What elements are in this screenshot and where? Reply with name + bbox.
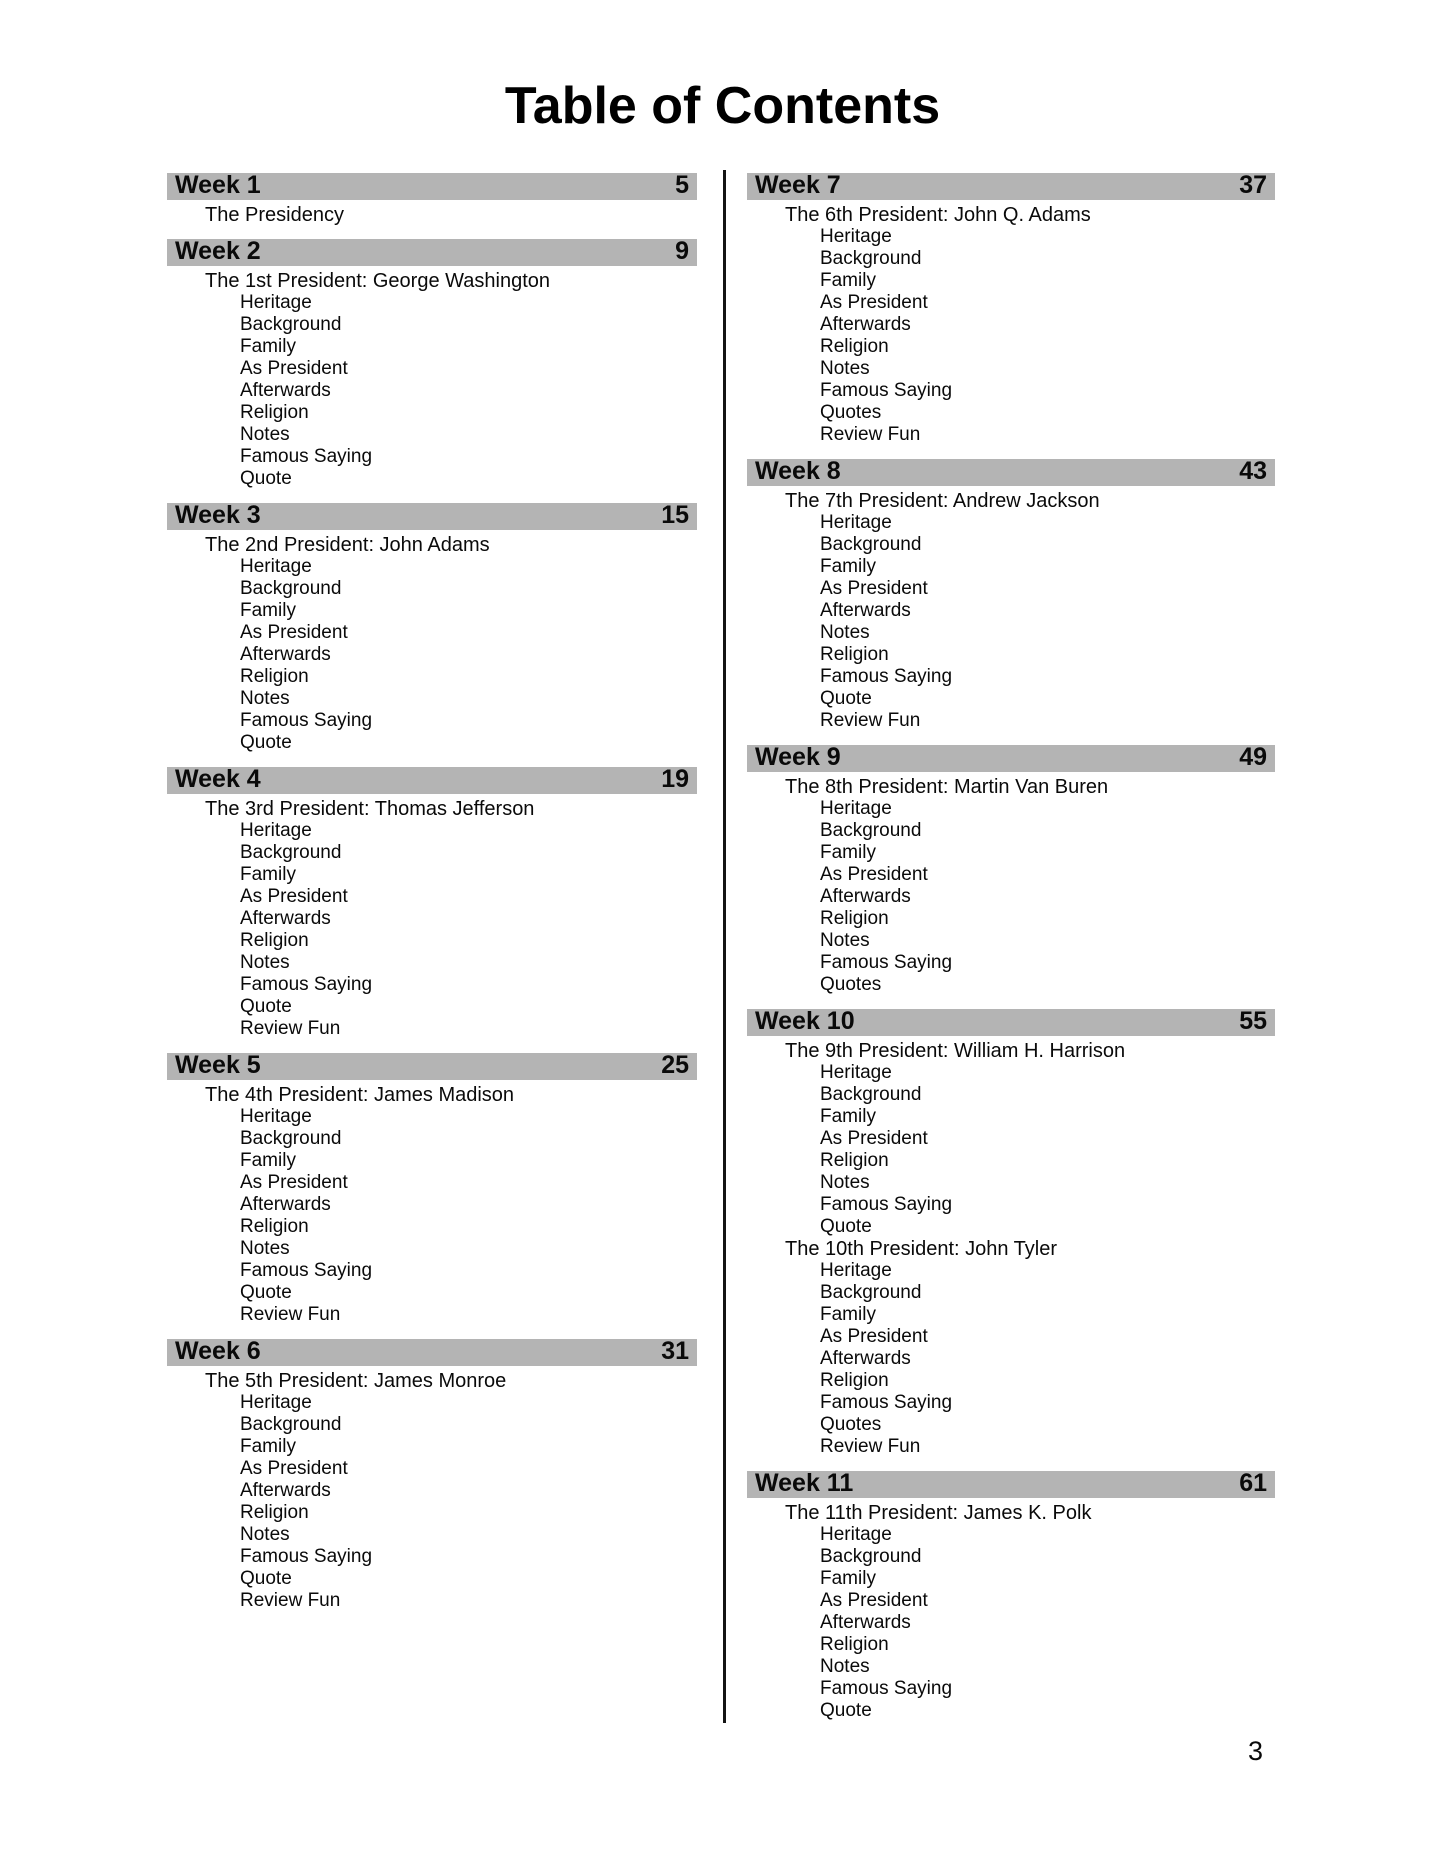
- toc-sub-item: Quotes: [820, 974, 882, 995]
- week-section: [747, 459, 1275, 732]
- toc-sub-item: Religion: [820, 1370, 889, 1391]
- week-section: [747, 173, 1275, 446]
- toc-sub-item: Famous Saying: [240, 1260, 373, 1281]
- toc-sub-item: Famous Saying: [240, 710, 373, 731]
- toc-sub-item: Review Fun: [240, 1590, 341, 1611]
- toc-sub-item: Background: [820, 1546, 922, 1567]
- toc-sub-item: Notes: [820, 930, 870, 951]
- toc-entry-title: The 9th President: William H. Harrison: [785, 1040, 1126, 1062]
- toc-sub-item: Heritage: [240, 1392, 312, 1413]
- toc-sub-item: Afterwards: [240, 644, 331, 665]
- toc-sub-item: Famous Saying: [820, 1392, 953, 1413]
- toc-sub-item: Afterwards: [240, 380, 331, 401]
- toc-sub-item: Religion: [820, 644, 889, 665]
- toc-entry-title: The 7th President: Andrew Jackson: [785, 490, 1100, 512]
- toc-column-left: [167, 173, 697, 1612]
- week-label: Week 8: [755, 457, 841, 485]
- toc-sub-item: Background: [240, 1128, 342, 1149]
- toc-entry-title: The 10th President: John Tyler: [785, 1238, 1058, 1260]
- week-header-bar: [167, 173, 697, 200]
- toc-sub-item: Review Fun: [820, 710, 921, 731]
- toc-sub-item: Religion: [240, 402, 309, 423]
- toc-sub-item: Family: [240, 336, 296, 357]
- toc-sub-item: Notes: [820, 358, 870, 379]
- week-section: [167, 1053, 697, 1326]
- week-section: [167, 767, 697, 1040]
- toc-sub-item: Family: [820, 842, 876, 863]
- week-header-bar: [167, 239, 697, 266]
- week-header-bar: [747, 173, 1275, 200]
- toc-sub-item: Notes: [240, 424, 290, 445]
- toc-sub-item: Religion: [240, 1502, 309, 1523]
- week-page-number: 49: [1239, 743, 1267, 771]
- toc-sub-item: Famous Saying: [240, 1546, 373, 1567]
- toc-sub-item: Background: [240, 314, 342, 335]
- toc-sub-item: Quotes: [820, 402, 882, 423]
- toc-sub-item: Afterwards: [820, 1348, 911, 1369]
- toc-sub-item: Religion: [820, 336, 889, 357]
- toc-sub-item: As President: [240, 886, 348, 907]
- toc-sub-item: As President: [820, 1326, 928, 1347]
- toc-sub-item: Notes: [820, 1172, 870, 1193]
- week-page-number: 15: [661, 501, 689, 529]
- week-header-bar: [747, 459, 1275, 486]
- toc-entry-title: The 4th President: James Madison: [205, 1084, 515, 1106]
- toc-sub-item: Heritage: [820, 1524, 892, 1545]
- toc-sub-item: Afterwards: [820, 886, 911, 907]
- week-label: Week 2: [175, 237, 261, 265]
- toc-sub-item: Family: [820, 1304, 876, 1325]
- toc-sub-item: Background: [820, 1282, 922, 1303]
- week-header-bar: [747, 1009, 1275, 1036]
- toc-sub-item: As President: [240, 1458, 348, 1479]
- toc-sub-item: Family: [240, 1436, 296, 1457]
- week-header-bar: [747, 1471, 1275, 1498]
- week-label: Week 6: [175, 1337, 261, 1365]
- toc-sub-item: Afterwards: [820, 314, 911, 335]
- toc-sub-item: Religion: [820, 1634, 889, 1655]
- toc-sub-item: Heritage: [820, 1062, 892, 1083]
- toc-sub-item: Quote: [240, 996, 292, 1017]
- toc-sub-item: Heritage: [820, 798, 892, 819]
- toc-sub-item: Heritage: [820, 512, 892, 533]
- week-section: [747, 745, 1275, 996]
- week-page-number: 31: [661, 1337, 689, 1365]
- toc-sub-item: Famous Saying: [820, 380, 953, 401]
- toc-sub-item: Heritage: [240, 1106, 312, 1127]
- week-label: Week 10: [755, 1007, 855, 1035]
- week-page-number: 55: [1239, 1007, 1267, 1035]
- toc-sub-item: Heritage: [240, 556, 312, 577]
- toc-sub-item: Family: [820, 270, 876, 291]
- toc-sub-item: As President: [240, 1172, 348, 1193]
- toc-sub-item: Background: [240, 842, 342, 863]
- toc-entry-title: The Presidency: [205, 204, 344, 226]
- toc-sub-item: Notes: [240, 688, 290, 709]
- toc-sub-item: Afterwards: [240, 908, 331, 929]
- toc-sub-item: Notes: [240, 1238, 290, 1259]
- week-label: Week 7: [755, 171, 841, 199]
- week-header-bar: [167, 503, 697, 530]
- toc-sub-item: Notes: [820, 622, 870, 643]
- toc-sub-item: As President: [820, 292, 928, 313]
- toc-sub-item: Background: [240, 578, 342, 599]
- toc-sub-item: As President: [240, 622, 348, 643]
- toc-sub-item: Religion: [240, 930, 309, 951]
- toc-entry-title: The 2nd President: John Adams: [205, 534, 490, 556]
- toc-sub-item: Afterwards: [240, 1480, 331, 1501]
- toc-sub-item: Background: [820, 1084, 922, 1105]
- week-page-number: 5: [675, 171, 689, 199]
- toc-sub-item: Religion: [820, 908, 889, 929]
- toc-sub-item: Famous Saying: [820, 952, 953, 973]
- week-header-bar: [747, 745, 1275, 772]
- toc-entry-title: The 11th President: James K. Polk: [785, 1502, 1092, 1524]
- toc-sub-item: As President: [820, 1128, 928, 1149]
- toc-sub-item: Afterwards: [820, 1612, 911, 1633]
- week-label: Week 3: [175, 501, 261, 529]
- toc-sub-item: Famous Saying: [820, 666, 953, 687]
- toc-sub-item: Quote: [240, 468, 292, 489]
- toc-sub-item: Quote: [820, 688, 872, 709]
- toc-entry-title: The 6th President: John Q. Adams: [785, 204, 1091, 226]
- toc-sub-item: Notes: [820, 1656, 870, 1677]
- page-number: 3: [1248, 1736, 1264, 1766]
- toc-sub-item: Quote: [820, 1216, 872, 1237]
- toc-sub-item: Review Fun: [240, 1304, 341, 1325]
- toc-sub-item: Heritage: [240, 820, 312, 841]
- week-page-number: 61: [1239, 1469, 1267, 1497]
- toc-sub-item: Religion: [240, 1216, 309, 1237]
- toc-sub-item: Background: [820, 248, 922, 269]
- toc-sub-item: Background: [240, 1414, 342, 1435]
- toc-sub-item: Family: [820, 1106, 876, 1127]
- toc-sub-item: As President: [820, 1590, 928, 1611]
- toc-sub-item: Background: [820, 820, 922, 841]
- week-label: Week 11: [755, 1469, 854, 1497]
- week-label: Week 1: [175, 171, 261, 199]
- week-page-number: 37: [1239, 171, 1267, 199]
- toc-sub-item: Review Fun: [820, 424, 921, 445]
- toc-sub-item: Review Fun: [240, 1018, 341, 1039]
- toc-sub-item: Afterwards: [240, 1194, 331, 1215]
- column-divider: [723, 170, 726, 1723]
- toc-sub-item: Religion: [820, 1150, 889, 1171]
- toc-sub-item: Famous Saying: [240, 446, 373, 467]
- toc-sub-item: Family: [820, 1568, 876, 1589]
- week-header-bar: [167, 767, 697, 794]
- week-label: Week 9: [755, 743, 841, 771]
- week-label: Week 5: [175, 1051, 261, 1079]
- toc-sub-item: Family: [820, 556, 876, 577]
- week-section: [167, 239, 697, 490]
- week-section: [167, 1339, 697, 1612]
- toc-sub-item: Famous Saying: [820, 1678, 953, 1699]
- toc-sub-item: Review Fun: [820, 1436, 921, 1457]
- toc-sub-item: Quote: [240, 732, 292, 753]
- toc-sub-item: Religion: [240, 666, 309, 687]
- toc-sub-item: As President: [820, 578, 928, 599]
- toc-sub-item: Heritage: [820, 1260, 892, 1281]
- week-section: [167, 173, 697, 226]
- week-page-number: 19: [661, 765, 689, 793]
- toc-sub-item: Quote: [820, 1700, 872, 1721]
- toc-sub-item: Afterwards: [820, 600, 911, 621]
- toc-sub-item: Quote: [240, 1282, 292, 1303]
- week-page-number: 9: [675, 237, 689, 265]
- toc-sub-item: Notes: [240, 1524, 290, 1545]
- week-header-bar: [167, 1339, 697, 1366]
- week-label: Week 4: [175, 765, 261, 793]
- toc-sub-item: Famous Saying: [240, 974, 373, 995]
- toc-column-right: [747, 173, 1275, 1722]
- toc-entry-title: The 1st President: George Washington: [205, 270, 550, 292]
- toc-entry-title: The 8th President: Martin Van Buren: [785, 776, 1109, 798]
- toc-sub-item: Heritage: [820, 226, 892, 247]
- toc-entry-title: The 3rd President: Thomas Jefferson: [205, 798, 535, 820]
- week-page-number: 25: [661, 1051, 689, 1079]
- week-page-number: 43: [1239, 457, 1267, 485]
- page-title: Table of Contents: [504, 77, 941, 135]
- week-header-bar: [167, 1053, 697, 1080]
- toc-sub-item: As President: [820, 864, 928, 885]
- toc-sub-item: Family: [240, 864, 296, 885]
- toc-sub-item: Famous Saying: [820, 1194, 953, 1215]
- week-section: [747, 1009, 1275, 1458]
- toc-sub-item: Family: [240, 1150, 296, 1171]
- toc-entry-title: The 5th President: James Monroe: [205, 1370, 507, 1392]
- toc-sub-item: Heritage: [240, 292, 312, 313]
- toc-sub-item: Family: [240, 600, 296, 621]
- toc-sub-item: Quote: [240, 1568, 292, 1589]
- week-section: [167, 503, 697, 754]
- week-section: [747, 1471, 1275, 1722]
- toc-sub-item: Notes: [240, 952, 290, 973]
- toc-sub-item: As President: [240, 358, 348, 379]
- toc-sub-item: Background: [820, 534, 922, 555]
- toc-sub-item: Quotes: [820, 1414, 882, 1435]
